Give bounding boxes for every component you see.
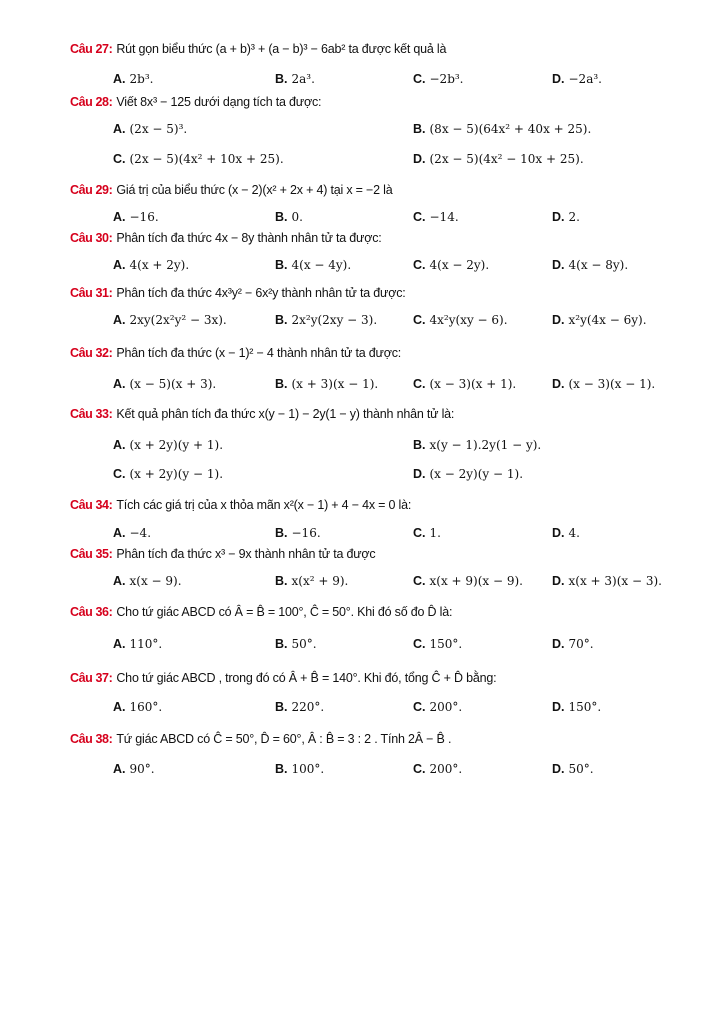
option-c[interactable] xyxy=(413,377,516,391)
question-35 xyxy=(70,547,375,561)
question-label: Câu 33: xyxy=(70,407,113,421)
question-stem: Phân tích đa thức 4x³y² − 6x²y thành nhân tử ta được: xyxy=(116,286,406,300)
option-letter: D. xyxy=(552,210,565,224)
option-a[interactable] xyxy=(113,258,189,272)
question-stem: Tích các giá trị của x thỏa mãn x²(x − 1) + 4 − 4x = 0 là: xyxy=(116,498,412,512)
option-b[interactable] xyxy=(413,438,541,452)
question-label: Câu 35: xyxy=(70,547,113,561)
option-c[interactable] xyxy=(413,72,464,86)
option-a[interactable] xyxy=(113,574,182,588)
option-text: 150°. xyxy=(429,637,463,651)
question-label: Câu 30: xyxy=(70,231,113,245)
option-c[interactable] xyxy=(413,313,508,327)
option-d[interactable] xyxy=(552,762,594,776)
option-letter: D. xyxy=(552,72,565,86)
option-d[interactable] xyxy=(552,700,601,714)
question-31 xyxy=(70,286,406,300)
option-letter: A. xyxy=(113,574,126,588)
option-text: 70°. xyxy=(568,637,594,651)
option-text: 220°. xyxy=(291,700,325,714)
option-text: 2. xyxy=(568,210,580,224)
question-stem: Kết quả phân tích đa thức x(y − 1) − 2y(1 − y) thành nhân tử là: xyxy=(116,407,455,421)
option-letter: C. xyxy=(113,467,126,481)
option-letter: C. xyxy=(413,574,426,588)
option-c[interactable] xyxy=(413,700,462,714)
option-text: 2a³. xyxy=(291,72,315,86)
option-text: 1. xyxy=(429,526,441,540)
option-letter: C. xyxy=(413,526,426,540)
option-text: −2b³. xyxy=(429,72,464,86)
option-letter: B. xyxy=(275,700,288,714)
option-letter: B. xyxy=(275,574,288,588)
option-letter: C. xyxy=(113,152,126,166)
question-stem: Phân tích đa thức 4x − 8y thành nhân tử ta được: xyxy=(116,231,382,245)
option-letter: A. xyxy=(113,438,126,452)
option-d[interactable] xyxy=(552,313,647,327)
option-letter: D. xyxy=(552,637,565,651)
option-letter: A. xyxy=(113,762,126,776)
option-letter: A. xyxy=(113,258,126,272)
option-letter: B. xyxy=(413,438,426,452)
option-a[interactable] xyxy=(113,210,159,224)
option-text: 4(x + 2y). xyxy=(129,258,190,272)
option-text: (x − 5)(x + 3). xyxy=(129,377,217,391)
question-stem: Cho tứ giác ABCD , trong đó có Â + B̂ = 140°. Khi đó, tổng Ĉ + D̂ bằng: xyxy=(116,671,497,685)
question-stem: Viết 8x³ − 125 dưới dạng tích ta được: xyxy=(116,95,322,109)
option-d[interactable] xyxy=(413,152,584,166)
option-letter: D. xyxy=(552,762,565,776)
option-b[interactable] xyxy=(275,377,378,391)
option-c[interactable] xyxy=(413,574,523,588)
option-c[interactable] xyxy=(413,526,441,540)
option-text: 90°. xyxy=(129,762,155,776)
option-text: 50°. xyxy=(291,637,317,651)
option-letter: C. xyxy=(413,700,426,714)
option-letter: B. xyxy=(275,313,288,327)
option-b[interactable] xyxy=(275,210,303,224)
option-letter: D. xyxy=(552,574,565,588)
option-b[interactable] xyxy=(275,637,317,651)
option-c[interactable] xyxy=(413,210,459,224)
option-d[interactable] xyxy=(552,210,580,224)
option-text: −14. xyxy=(429,210,459,224)
option-text: 4. xyxy=(568,526,580,540)
option-a[interactable] xyxy=(113,438,223,452)
option-letter: A. xyxy=(113,210,126,224)
option-b[interactable] xyxy=(275,72,315,86)
option-text: 200°. xyxy=(429,762,463,776)
option-text: 0. xyxy=(291,210,303,224)
option-c[interactable] xyxy=(413,258,489,272)
option-text: 2b³. xyxy=(129,72,154,86)
option-text: 50°. xyxy=(568,762,594,776)
option-text: x(x + 9)(x − 9). xyxy=(429,574,523,588)
option-text: 4(x − 2y). xyxy=(429,258,490,272)
option-text: (2x − 5)(4x² + 10x + 25). xyxy=(129,152,284,166)
question-label: Câu 32: xyxy=(70,346,113,360)
question-32 xyxy=(70,346,401,360)
option-letter: D. xyxy=(552,377,565,391)
question-27 xyxy=(70,42,446,56)
option-text: 150°. xyxy=(568,700,602,714)
option-text: (2x − 5)³. xyxy=(129,122,188,136)
option-a[interactable] xyxy=(113,700,162,714)
option-d[interactable] xyxy=(552,377,655,391)
option-letter: A. xyxy=(113,637,126,651)
question-stem: Phân tích đa thức (x − 1)² − 4 thành nhân tử ta được: xyxy=(116,346,402,360)
option-text: 4(x − 4y). xyxy=(291,258,352,272)
question-stem: Cho tứ giác ABCD có Â = B̂ = 100°, Ĉ = 50°. Khi đó số đo D̂ là: xyxy=(116,605,453,619)
question-30 xyxy=(70,231,382,245)
option-text: x(x − 9). xyxy=(129,574,182,588)
option-c[interactable] xyxy=(413,762,462,776)
option-text: 100°. xyxy=(291,762,325,776)
option-d[interactable] xyxy=(552,526,580,540)
option-d[interactable] xyxy=(552,637,594,651)
question-37 xyxy=(70,671,496,685)
option-b[interactable] xyxy=(275,762,324,776)
option-text: 4x²y(xy − 6). xyxy=(429,313,508,327)
option-a[interactable] xyxy=(113,762,155,776)
option-c[interactable] xyxy=(113,152,284,166)
option-letter: D. xyxy=(413,467,426,481)
option-letter: A. xyxy=(113,122,126,136)
option-letter: C. xyxy=(413,377,426,391)
option-b[interactable] xyxy=(275,700,324,714)
option-letter: A. xyxy=(113,72,126,86)
option-b[interactable] xyxy=(275,526,321,540)
option-text: 200°. xyxy=(429,700,463,714)
option-d[interactable] xyxy=(552,72,602,86)
option-letter: A. xyxy=(113,313,126,327)
question-stem: Rút gọn biểu thức (a + b)³ + (a − b)³ − 6ab² ta được kết quả là xyxy=(116,42,447,56)
option-text: x²y(4x − 6y). xyxy=(568,313,647,327)
option-text: 110°. xyxy=(129,637,163,651)
option-text: 2x²y(2xy − 3). xyxy=(291,313,378,327)
option-text: −4. xyxy=(129,526,152,540)
option-text: (x − 3)(x + 1). xyxy=(429,377,517,391)
option-text: 4(x − 8y). xyxy=(568,258,629,272)
question-label: Câu 38: xyxy=(70,732,113,746)
option-a[interactable] xyxy=(113,377,216,391)
option-letter: D. xyxy=(413,152,426,166)
option-letter: B. xyxy=(275,762,288,776)
option-text: (x − 2y)(y − 1). xyxy=(429,467,524,481)
option-text: x(y − 1).2y(1 − y). xyxy=(429,438,542,452)
question-33 xyxy=(70,407,454,421)
option-text: x(x² + 9). xyxy=(291,574,349,588)
option-text: x(x + 3)(x − 3). xyxy=(568,574,662,588)
question-28 xyxy=(70,95,321,109)
question-label: Câu 37: xyxy=(70,671,113,685)
option-text: (x + 3)(x − 1). xyxy=(291,377,379,391)
option-b[interactable] xyxy=(413,122,591,136)
option-letter: B. xyxy=(275,637,288,651)
option-letter: C. xyxy=(413,762,426,776)
option-letter: C. xyxy=(413,637,426,651)
option-c[interactable] xyxy=(113,467,223,481)
option-text: (x − 3)(x − 1). xyxy=(568,377,656,391)
option-letter: A. xyxy=(113,700,126,714)
option-b[interactable] xyxy=(275,574,348,588)
option-letter: D. xyxy=(552,258,565,272)
option-d[interactable] xyxy=(552,574,662,588)
option-text: (x + 2y)(y − 1). xyxy=(129,467,224,481)
option-text: (x + 2y)(y + 1). xyxy=(129,438,224,452)
question-34 xyxy=(70,498,411,512)
option-text: 2xy(2x²y² − 3x). xyxy=(129,313,227,327)
option-letter: D. xyxy=(552,313,565,327)
option-b[interactable] xyxy=(275,258,351,272)
option-d[interactable] xyxy=(413,467,523,481)
question-stem: Tứ giác ABCD có Ĉ = 50°, D̂ = 60°, Â : B̂ = 3 : 2 . Tính 2Â − B̂ . xyxy=(116,732,452,746)
option-letter: B. xyxy=(275,72,288,86)
option-letter: C. xyxy=(413,210,426,224)
question-stem: Giá trị của biểu thức (x − 2)(x² + 2x + 4) tại x = −2 là xyxy=(116,183,393,197)
question-label: Câu 27: xyxy=(70,42,113,56)
question-label: Câu 28: xyxy=(70,95,113,109)
option-letter: B. xyxy=(275,210,288,224)
option-a[interactable] xyxy=(113,72,153,86)
question-label: Câu 31: xyxy=(70,286,113,300)
question-38 xyxy=(70,732,451,746)
question-stem: Phân tích đa thức x³ − 9x thành nhân tử ta được xyxy=(116,547,376,561)
option-d[interactable] xyxy=(552,258,628,272)
option-a[interactable] xyxy=(113,313,227,327)
option-a[interactable] xyxy=(113,637,162,651)
option-text: (8x − 5)(64x² + 40x + 25). xyxy=(429,122,592,136)
option-letter: B. xyxy=(413,122,426,136)
option-letter: A. xyxy=(113,377,126,391)
option-letter: B. xyxy=(275,258,288,272)
option-letter: D. xyxy=(552,700,565,714)
option-c[interactable] xyxy=(413,637,462,651)
option-letter: C. xyxy=(413,313,426,327)
option-a[interactable] xyxy=(113,526,151,540)
option-letter: D. xyxy=(552,526,565,540)
option-text: −16. xyxy=(129,210,159,224)
option-letter: B. xyxy=(275,377,288,391)
question-label: Câu 36: xyxy=(70,605,113,619)
question-29 xyxy=(70,183,392,197)
question-36 xyxy=(70,605,452,619)
option-text: −16. xyxy=(291,526,321,540)
option-a[interactable] xyxy=(113,122,187,136)
question-label: Câu 29: xyxy=(70,183,113,197)
option-text: (2x − 5)(4x² − 10x + 25). xyxy=(429,152,584,166)
option-text: 160°. xyxy=(129,700,163,714)
question-label: Câu 34: xyxy=(70,498,113,512)
option-letter: C. xyxy=(413,258,426,272)
option-b[interactable] xyxy=(275,313,377,327)
option-letter: B. xyxy=(275,526,288,540)
option-letter: A. xyxy=(113,526,126,540)
option-text: −2a³. xyxy=(568,72,602,86)
option-letter: C. xyxy=(413,72,426,86)
